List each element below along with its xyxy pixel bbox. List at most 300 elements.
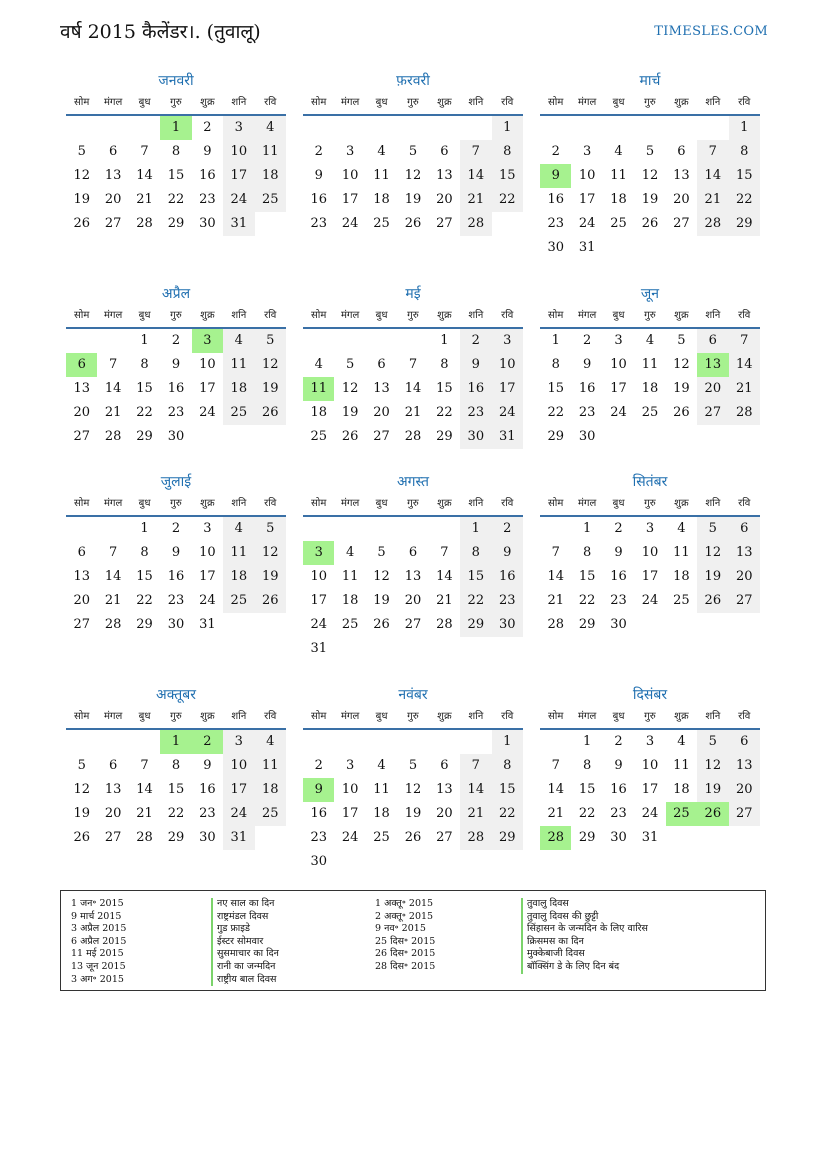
day-cell[interactable]: 5 [377,545,386,560]
day-cell[interactable]: 28 [547,617,564,632]
day-cell[interactable]: 20 [729,565,760,589]
day-cell[interactable]: 28 [460,826,491,850]
day-cell[interactable]: 19 [641,192,659,207]
day-cell[interactable]: 30 [310,854,327,869]
day-cell[interactable]: 17 [641,569,659,584]
day-cell[interactable]: 28 [136,830,153,845]
day-cell[interactable]: 1 [440,333,449,348]
day-cell[interactable]: 4 [645,333,655,348]
day-cell[interactable]: 14 [697,164,728,188]
day-cell[interactable]: 8 [729,140,760,164]
day-cell[interactable]: 26 [73,216,90,231]
day-cell[interactable]: 6 [377,357,386,372]
day-cell[interactable]: 23 [610,806,627,821]
day-cell[interactable]: 13 [729,541,760,565]
day-cell[interactable]: 14 [460,164,491,188]
day-cell[interactable]: 26 [341,429,359,444]
day-cell[interactable]: 24 [641,806,659,821]
day-cell[interactable]: 26 [255,589,286,613]
day-cell[interactable]: 5 [677,333,686,348]
day-cell[interactable]: 26 [697,589,728,613]
day-cell[interactable]: 4 [255,116,286,140]
day-cell[interactable]: 6 [729,517,760,541]
day-cell[interactable]: 25 [341,617,359,632]
day-cell[interactable]: 10 [341,168,359,183]
day-cell[interactable]: 20 [673,192,690,207]
day-cell[interactable]: 22 [578,593,596,608]
day-cell[interactable]: 12 [73,168,90,183]
day-cell[interactable]: 24 [341,830,359,845]
day-cell[interactable]: 8 [171,144,181,159]
day-cell[interactable]: 16 [610,569,627,584]
day-cell[interactable]: 9 [171,357,181,372]
day-cell[interactable]: 2 [551,144,560,159]
day-cell[interactable]: 28 [104,429,122,444]
day-cell[interactable]: 7 [460,140,491,164]
day-cell[interactable]: 24 [341,216,359,231]
day-cell[interactable]: 27 [73,429,90,444]
day-cell[interactable]: 1 [729,116,760,140]
day-cell[interactable]: 13 [104,168,122,183]
holiday-day-cell[interactable]: 1 [160,730,191,754]
day-cell[interactable]: 10 [341,782,359,797]
day-cell[interactable]: 25 [223,589,254,613]
day-cell[interactable]: 1 [582,521,592,536]
day-cell[interactable]: 18 [641,381,659,396]
day-cell[interactable]: 22 [578,806,596,821]
day-cell[interactable]: 15 [167,168,185,183]
day-cell[interactable]: 12 [255,541,286,565]
day-cell[interactable]: 29 [578,830,596,845]
day-cell[interactable]: 3 [203,521,212,536]
day-cell[interactable]: 15 [136,381,153,396]
day-cell[interactable]: 10 [492,353,523,377]
day-cell[interactable]: 23 [310,216,327,231]
day-cell[interactable]: 18 [673,569,690,584]
day-cell[interactable]: 13 [404,569,422,584]
day-cell[interactable]: 18 [255,778,286,802]
day-cell[interactable]: 3 [614,333,623,348]
day-cell[interactable]: 24 [223,802,254,826]
day-cell[interactable]: 29 [167,216,185,231]
day-cell[interactable]: 4 [677,521,686,536]
day-cell[interactable]: 20 [104,192,122,207]
day-cell[interactable]: 2 [203,120,212,135]
day-cell[interactable]: 30 [492,613,523,637]
day-cell[interactable]: 22 [460,589,491,613]
day-cell[interactable]: 20 [404,593,422,608]
day-cell[interactable]: 31 [223,826,254,850]
day-cell[interactable]: 16 [167,569,185,584]
day-cell[interactable]: 19 [341,405,359,420]
day-cell[interactable]: 3 [345,144,355,159]
day-cell[interactable]: 11 [255,140,286,164]
day-cell[interactable]: 5 [77,758,86,773]
day-cell[interactable]: 13 [729,754,760,778]
day-cell[interactable]: 19 [697,565,728,589]
day-cell[interactable]: 10 [578,168,596,183]
day-cell[interactable]: 20 [436,806,453,821]
day-cell[interactable]: 27 [729,589,760,613]
day-cell[interactable]: 16 [167,381,185,396]
day-cell[interactable]: 30 [460,425,491,449]
day-cell[interactable]: 26 [373,617,390,632]
day-cell[interactable]: 3 [223,116,254,140]
day-cell[interactable]: 23 [167,593,185,608]
day-cell[interactable]: 7 [460,754,491,778]
day-cell[interactable]: 15 [167,782,185,797]
day-cell[interactable]: 22 [167,192,185,207]
day-cell[interactable]: 1 [140,333,149,348]
day-cell[interactable]: 20 [373,405,390,420]
day-cell[interactable]: 31 [578,240,596,255]
day-cell[interactable]: 23 [199,806,216,821]
day-cell[interactable]: 7 [140,144,149,159]
day-cell[interactable]: 3 [223,730,254,754]
day-cell[interactable]: 27 [373,429,390,444]
day-cell[interactable]: 12 [73,782,90,797]
day-cell[interactable]: 2 [314,144,323,159]
day-cell[interactable]: 19 [373,593,390,608]
day-cell[interactable]: 10 [641,545,659,560]
day-cell[interactable]: 16 [578,381,596,396]
day-cell[interactable]: 6 [108,758,118,773]
day-cell[interactable]: 14 [136,782,153,797]
day-cell[interactable]: 11 [641,357,659,372]
day-cell[interactable]: 1 [551,333,560,348]
day-cell[interactable]: 25 [673,593,690,608]
day-cell[interactable]: 29 [167,830,185,845]
day-cell[interactable]: 8 [460,541,491,565]
day-cell[interactable]: 29 [136,617,153,632]
day-cell[interactable]: 21 [729,377,760,401]
day-cell[interactable]: 18 [341,593,359,608]
day-cell[interactable]: 11 [673,758,690,773]
day-cell[interactable]: 19 [73,806,90,821]
day-cell[interactable]: 1 [582,734,592,749]
day-cell[interactable]: 4 [377,144,386,159]
day-cell[interactable]: 17 [310,593,327,608]
day-cell[interactable]: 11 [255,754,286,778]
day-cell[interactable]: 27 [73,617,90,632]
day-cell[interactable]: 30 [199,830,216,845]
day-cell[interactable]: 24 [492,401,523,425]
day-cell[interactable]: 18 [310,405,327,420]
day-cell[interactable]: 11 [223,353,254,377]
day-cell[interactable]: 21 [547,806,564,821]
day-cell[interactable]: 2 [460,329,491,353]
day-cell[interactable]: 26 [641,216,659,231]
day-cell[interactable]: 16 [199,782,216,797]
day-cell[interactable]: 10 [610,357,627,372]
day-cell[interactable]: 15 [492,778,523,802]
holiday-day-cell[interactable]: 28 [540,826,571,850]
day-cell[interactable]: 24 [610,405,627,420]
day-cell[interactable]: 4 [255,730,286,754]
day-cell[interactable]: 5 [255,517,286,541]
day-cell[interactable]: 26 [73,830,90,845]
day-cell[interactable]: 31 [199,617,216,632]
day-cell[interactable]: 20 [729,778,760,802]
holiday-day-cell[interactable]: 3 [303,541,334,565]
day-cell[interactable]: 24 [199,593,216,608]
holiday-day-cell[interactable]: 25 [666,802,697,826]
day-cell[interactable]: 1 [492,116,523,140]
day-cell[interactable]: 18 [373,806,390,821]
day-cell[interactable]: 8 [492,140,523,164]
day-cell[interactable]: 12 [641,168,659,183]
holiday-day-cell[interactable]: 9 [540,164,571,188]
day-cell[interactable]: 29 [729,212,760,236]
day-cell[interactable]: 3 [645,521,655,536]
day-cell[interactable]: 23 [460,401,491,425]
day-cell[interactable]: 23 [578,405,596,420]
day-cell[interactable]: 5 [645,144,655,159]
day-cell[interactable]: 25 [610,216,627,231]
day-cell[interactable]: 11 [673,545,690,560]
day-cell[interactable]: 5 [408,144,418,159]
day-cell[interactable]: 15 [436,381,453,396]
day-cell[interactable]: 11 [373,168,390,183]
day-cell[interactable]: 16 [460,377,491,401]
day-cell[interactable]: 7 [551,758,560,773]
day-cell[interactable]: 11 [341,569,359,584]
day-cell[interactable]: 21 [697,188,728,212]
day-cell[interactable]: 7 [108,357,118,372]
day-cell[interactable]: 8 [140,545,149,560]
day-cell[interactable]: 14 [547,782,564,797]
day-cell[interactable]: 6 [729,730,760,754]
day-cell[interactable]: 9 [314,168,323,183]
day-cell[interactable]: 4 [345,545,355,560]
day-cell[interactable]: 16 [310,192,327,207]
day-cell[interactable]: 13 [73,569,90,584]
day-cell[interactable]: 11 [373,782,390,797]
day-cell[interactable]: 17 [341,806,359,821]
day-cell[interactable]: 13 [73,381,90,396]
day-cell[interactable]: 10 [223,140,254,164]
day-cell[interactable]: 2 [582,333,592,348]
day-cell[interactable]: 14 [136,168,153,183]
day-cell[interactable]: 21 [460,802,491,826]
day-cell[interactable]: 28 [104,617,122,632]
day-cell[interactable]: 25 [373,216,390,231]
day-cell[interactable]: 24 [310,617,327,632]
day-cell[interactable]: 10 [199,357,216,372]
day-cell[interactable]: 8 [440,357,449,372]
day-cell[interactable]: 19 [673,381,690,396]
day-cell[interactable]: 6 [77,545,86,560]
day-cell[interactable]: 22 [136,405,153,420]
day-cell[interactable]: 6 [697,329,728,353]
day-cell[interactable]: 28 [460,212,491,236]
day-cell[interactable]: 15 [492,164,523,188]
day-cell[interactable]: 4 [614,144,623,159]
day-cell[interactable]: 9 [171,545,181,560]
day-cell[interactable]: 21 [136,192,153,207]
day-cell[interactable]: 5 [697,517,728,541]
day-cell[interactable]: 18 [673,782,690,797]
day-cell[interactable]: 12 [697,754,728,778]
day-cell[interactable]: 30 [167,617,185,632]
day-cell[interactable]: 3 [645,734,655,749]
day-cell[interactable]: 20 [73,405,90,420]
day-cell[interactable]: 16 [199,168,216,183]
day-cell[interactable]: 13 [673,168,690,183]
day-cell[interactable]: 2 [171,333,181,348]
day-cell[interactable]: 5 [255,329,286,353]
day-cell[interactable]: 9 [203,144,212,159]
day-cell[interactable]: 27 [104,216,122,231]
holiday-day-cell[interactable]: 3 [192,329,223,353]
holiday-day-cell[interactable]: 1 [160,116,191,140]
day-cell[interactable]: 7 [729,329,760,353]
day-cell[interactable]: 15 [547,381,564,396]
day-cell[interactable]: 12 [341,381,359,396]
day-cell[interactable]: 15 [460,565,491,589]
holiday-day-cell[interactable]: 13 [697,353,728,377]
day-cell[interactable]: 29 [460,613,491,637]
day-cell[interactable]: 6 [677,144,686,159]
day-cell[interactable]: 22 [436,405,453,420]
day-cell[interactable]: 10 [641,758,659,773]
day-cell[interactable]: 1 [492,730,523,754]
day-cell[interactable]: 18 [373,192,390,207]
day-cell[interactable]: 9 [614,545,623,560]
day-cell[interactable]: 13 [373,381,390,396]
day-cell[interactable]: 20 [73,593,90,608]
day-cell[interactable]: 17 [492,377,523,401]
day-cell[interactable]: 9 [203,758,212,773]
day-cell[interactable]: 11 [610,168,627,183]
site-link[interactable]: TIMESLES.COM [654,24,768,39]
day-cell[interactable]: 2 [614,734,623,749]
holiday-day-cell[interactable]: 9 [303,778,334,802]
day-cell[interactable]: 19 [404,192,422,207]
day-cell[interactable]: 30 [547,240,564,255]
day-cell[interactable]: 6 [440,758,449,773]
day-cell[interactable]: 12 [404,168,422,183]
day-cell[interactable]: 16 [492,565,523,589]
day-cell[interactable]: 23 [610,593,627,608]
day-cell[interactable]: 25 [255,188,286,212]
day-cell[interactable]: 14 [404,381,422,396]
day-cell[interactable]: 28 [697,212,728,236]
day-cell[interactable]: 18 [255,164,286,188]
day-cell[interactable]: 27 [104,830,122,845]
day-cell[interactable]: 2 [614,521,623,536]
day-cell[interactable]: 24 [199,405,216,420]
day-cell[interactable]: 29 [492,826,523,850]
day-cell[interactable]: 31 [223,212,254,236]
day-cell[interactable]: 25 [255,802,286,826]
day-cell[interactable]: 7 [440,545,449,560]
day-cell[interactable]: 14 [547,569,564,584]
holiday-day-cell[interactable]: 2 [192,730,223,754]
day-cell[interactable]: 24 [641,593,659,608]
day-cell[interactable]: 17 [341,192,359,207]
day-cell[interactable]: 18 [223,377,254,401]
day-cell[interactable]: 21 [460,188,491,212]
day-cell[interactable]: 6 [108,144,118,159]
day-cell[interactable]: 9 [614,758,623,773]
day-cell[interactable]: 14 [460,778,491,802]
day-cell[interactable]: 7 [140,758,149,773]
day-cell[interactable]: 19 [73,192,90,207]
day-cell[interactable]: 16 [610,782,627,797]
day-cell[interactable]: 23 [199,192,216,207]
day-cell[interactable]: 7 [108,545,118,560]
day-cell[interactable]: 21 [436,593,453,608]
day-cell[interactable]: 13 [436,168,453,183]
day-cell[interactable]: 27 [697,401,728,425]
day-cell[interactable]: 8 [171,758,181,773]
day-cell[interactable]: 6 [408,545,418,560]
day-cell[interactable]: 4 [314,357,323,372]
day-cell[interactable]: 31 [641,830,659,845]
day-cell[interactable]: 4 [223,517,254,541]
day-cell[interactable]: 14 [104,569,122,584]
day-cell[interactable]: 5 [408,758,418,773]
day-cell[interactable]: 21 [136,806,153,821]
day-cell[interactable]: 10 [199,545,216,560]
day-cell[interactable]: 25 [310,429,327,444]
holiday-day-cell[interactable]: 26 [697,802,728,826]
day-cell[interactable]: 1 [460,517,491,541]
day-cell[interactable]: 30 [167,429,185,444]
day-cell[interactable]: 9 [460,353,491,377]
day-cell[interactable]: 25 [373,830,390,845]
day-cell[interactable]: 28 [136,216,153,231]
day-cell[interactable]: 17 [199,381,216,396]
day-cell[interactable]: 6 [440,144,449,159]
day-cell[interactable]: 16 [547,192,564,207]
holiday-day-cell[interactable]: 6 [66,353,97,377]
day-cell[interactable]: 18 [610,192,627,207]
day-cell[interactable]: 17 [223,778,254,802]
day-cell[interactable]: 17 [641,782,659,797]
day-cell[interactable]: 29 [436,429,453,444]
day-cell[interactable]: 17 [610,381,627,396]
day-cell[interactable]: 5 [697,730,728,754]
day-cell[interactable]: 5 [345,357,355,372]
day-cell[interactable]: 10 [223,754,254,778]
day-cell[interactable]: 7 [551,545,560,560]
day-cell[interactable]: 23 [492,589,523,613]
day-cell[interactable]: 7 [408,357,418,372]
day-cell[interactable]: 23 [167,405,185,420]
day-cell[interactable]: 31 [492,425,523,449]
day-cell[interactable]: 22 [729,188,760,212]
day-cell[interactable]: 28 [729,401,760,425]
day-cell[interactable]: 21 [404,405,422,420]
day-cell[interactable]: 20 [104,806,122,821]
day-cell[interactable]: 8 [492,754,523,778]
day-cell[interactable]: 3 [345,758,355,773]
day-cell[interactable]: 26 [673,405,690,420]
day-cell[interactable]: 3 [582,144,592,159]
day-cell[interactable]: 3 [492,329,523,353]
day-cell[interactable]: 4 [677,734,686,749]
day-cell[interactable]: 13 [436,782,453,797]
day-cell[interactable]: 19 [697,778,728,802]
day-cell[interactable]: 26 [404,830,422,845]
day-cell[interactable]: 29 [136,429,153,444]
day-cell[interactable]: 9 [582,357,592,372]
day-cell[interactable]: 12 [404,782,422,797]
day-cell[interactable]: 30 [610,617,627,632]
day-cell[interactable]: 24 [223,188,254,212]
